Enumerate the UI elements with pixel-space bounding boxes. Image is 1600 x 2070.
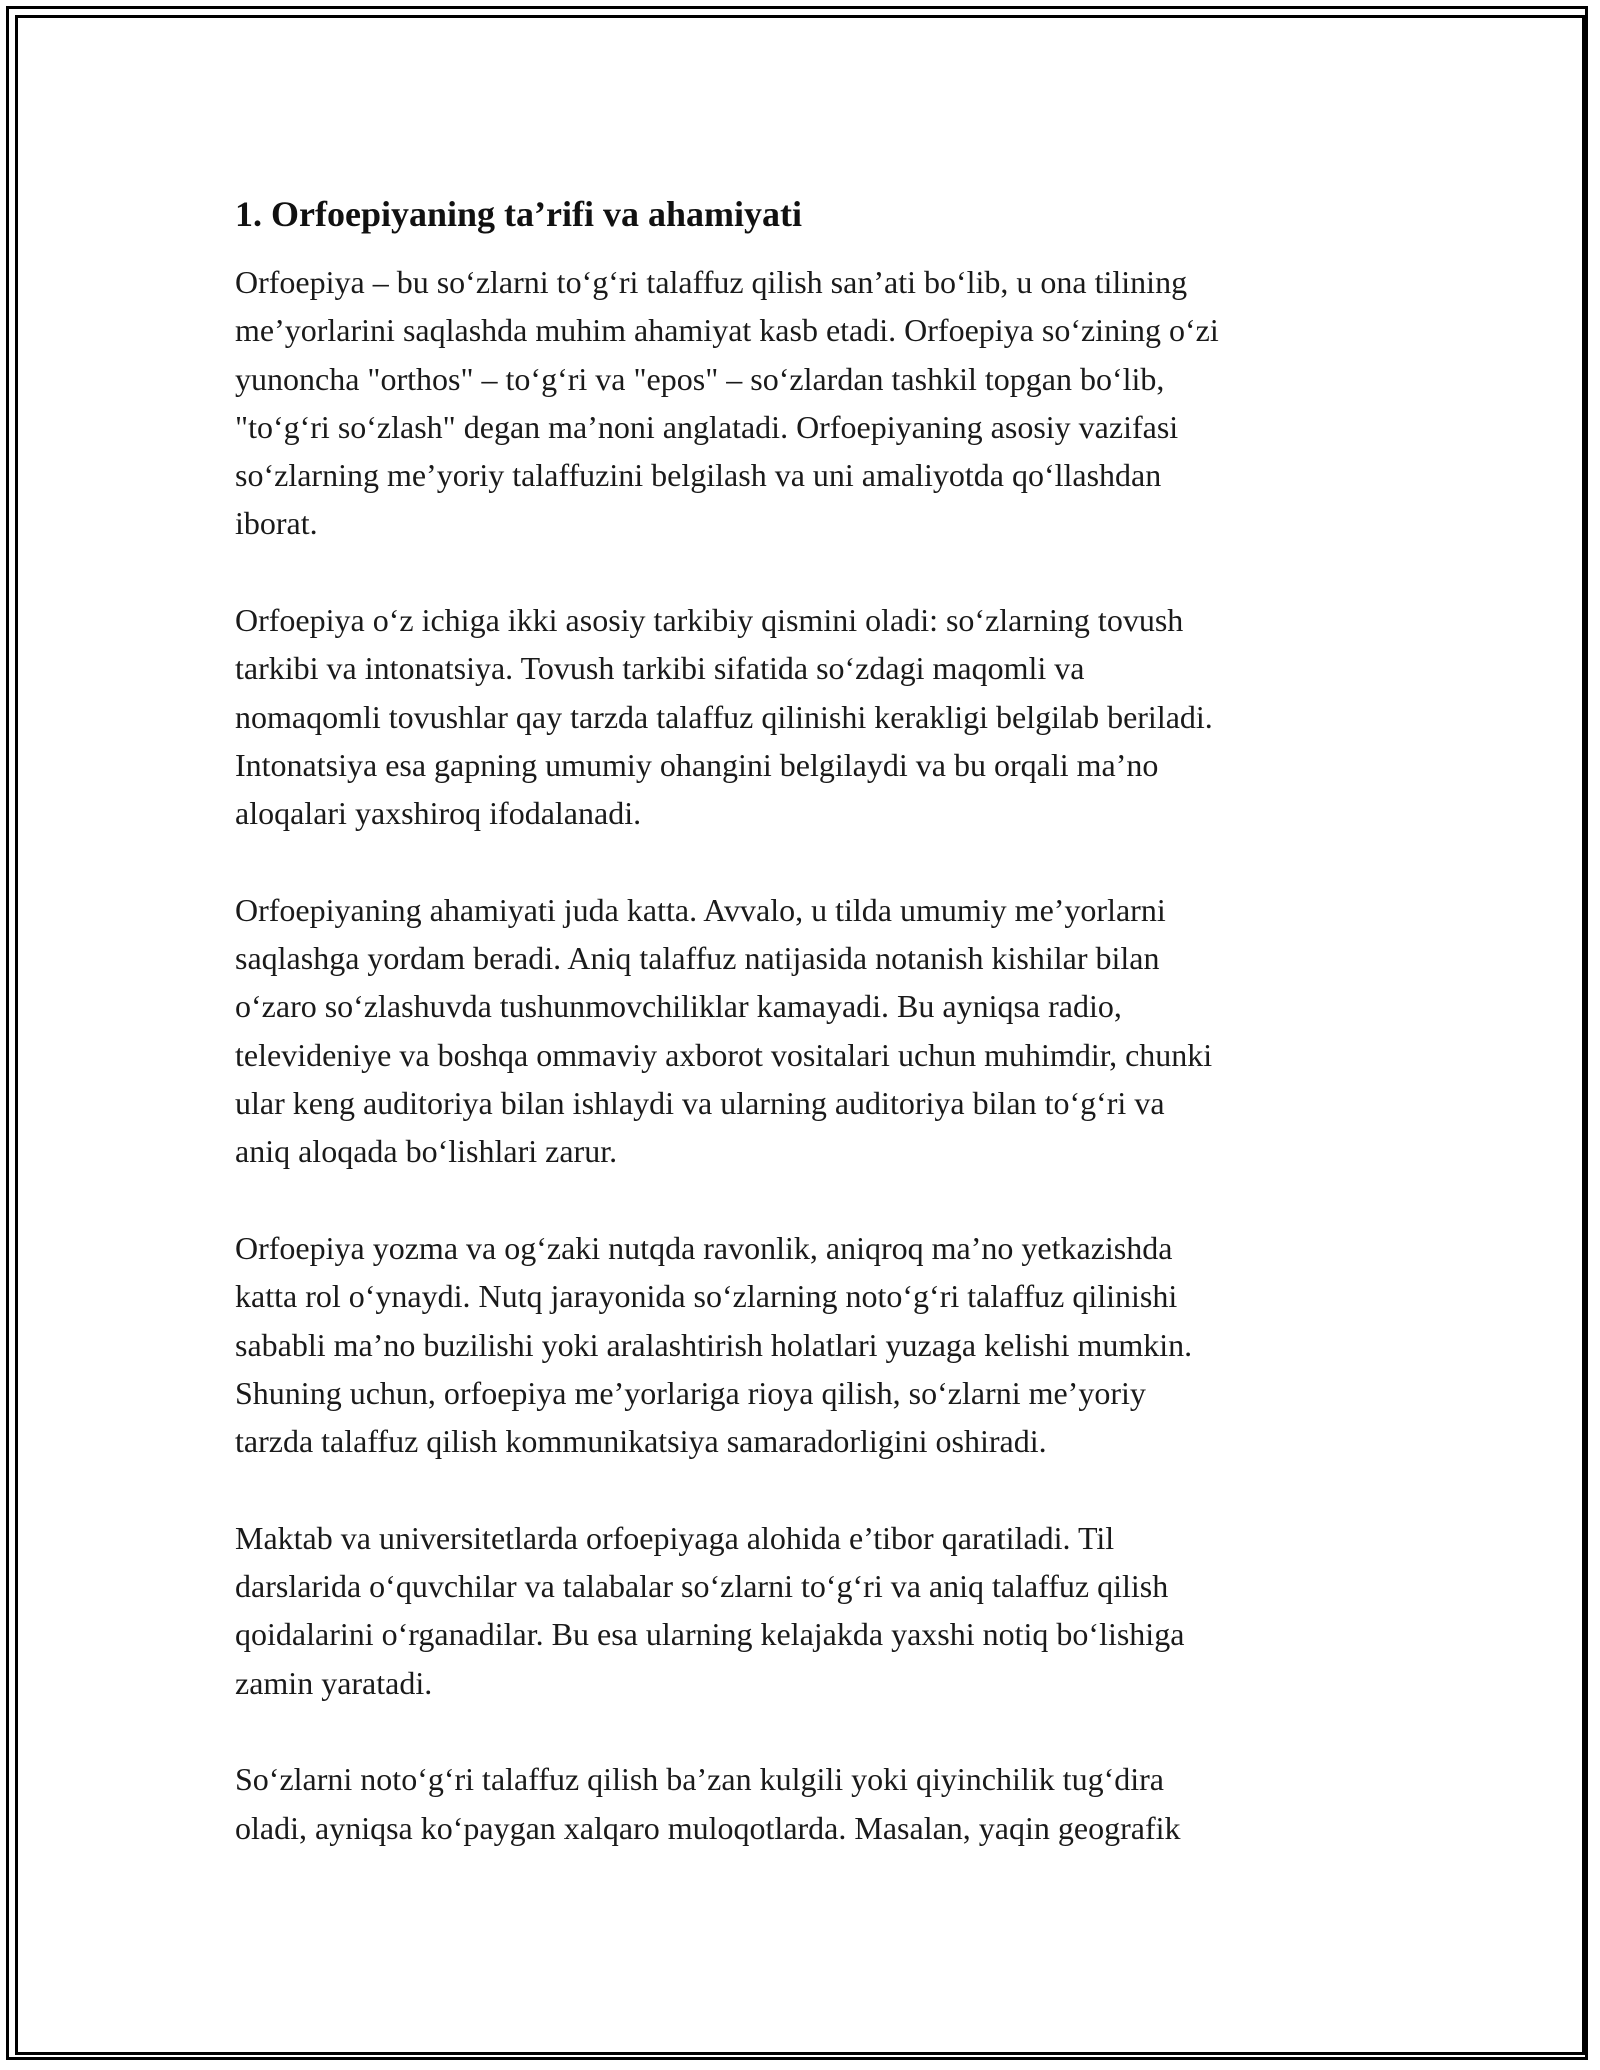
paragraph-mispronunciation: So‘zlarni noto‘g‘ri talaffuz qilish ba’zan kulgili yoki qiyinchilik tug‘dira oladi, ayniqsa ko‘paygan xalqaro muloqotlarda. Masalan, yaqin geografik	[235, 1761, 1181, 1846]
paragraph-importance: Orfoepiyaning ahamiyati juda katta. Avvalo, u tilda umumiy me’yorlarni saqlashga yordam beradi. Aniq talaffuz natijasida notanish kishilar bilan o‘zaro so‘zlashuvda tushunmovchiliklar kamayadi. Bu ayniqsa radio, televideniye va boshqa ommaviy axborot vositalari uchun muhimdir, chunki ular keng auditoriya bilan ishlaydi va ularning auditoriya bilan to‘g‘ri va aniq aloqada bo‘lishlari zarur.	[235, 891, 1213, 1170]
document-body	[235, 188, 1375, 1852]
paragraph-communication: Orfoepiya yozma va og‘zaki nutqda ravonlik, aniqroq ma’no yetkazishda katta rol o‘ynaydi. Nutq jarayonida so‘zlarning noto‘g‘ri talaffuz qilinishi sababli ma’no buzilishi yoki aralashtirish holatlari yuzaga kelishi mumkin. Shuning uchun, orfoepiya me’yorlariga rioya qilish, so‘zlarni me’yoriy tarzda talaffuz qilish kommunikatsiya samaradorligini oshiradi.	[235, 1229, 1193, 1460]
section-heading: 1. Orfoepiyaning ta’rifi va ahamiyati	[235, 194, 802, 234]
paragraph-education: Maktab va universitetlarda orfoepiyaga alohida e’tibor qaratiladi. Til darslarida o‘quvchilar va talabalar so‘zlarni to‘g‘ri va aniq talaffuz qilish qoidalarini o‘rganadilar. Bu esa ularning kelajakda yaxshi notiq bo‘lishiga zamin yaratadi.	[235, 1519, 1185, 1701]
paragraph-definition: Orfoepiya – bu so‘zlarni to‘g‘ri talaffuz qilish san’ati bo‘lib, u ona tilining me’yorlarini saqlashda muhim ahamiyat kasb etadi. Orfoepiya so‘zining o‘zi yunoncha "orthos" – to‘g‘ri va "epos" – so‘zlardan tashkil topgan bo‘lib, "to‘g‘ri so‘zlash" degan ma’noni anglatadi. Orfoepiyaning asosiy vazifasi so‘zlarning me’yoriy talaffuzini belgilash va uni amaliyotda qo‘llashdan iborat.	[235, 264, 1219, 542]
paragraph-components: Orfoepiya o‘z ichiga ikki asosiy tarkibiy qismini oladi: so‘zlarning tovush tarkibi va intonatsiya. Tovush tarkibi sifatida so‘zdagi maqomli va nomaqomli tovushlar qay tarzda talaffuz qilinishi kerakligi belgilab beriladi. Intonatsiya esa gapning umumiy ohangini belgilaydi va bu orqali ma’no aloqalari yaxshiroq ifodalanadi.	[235, 602, 1213, 832]
